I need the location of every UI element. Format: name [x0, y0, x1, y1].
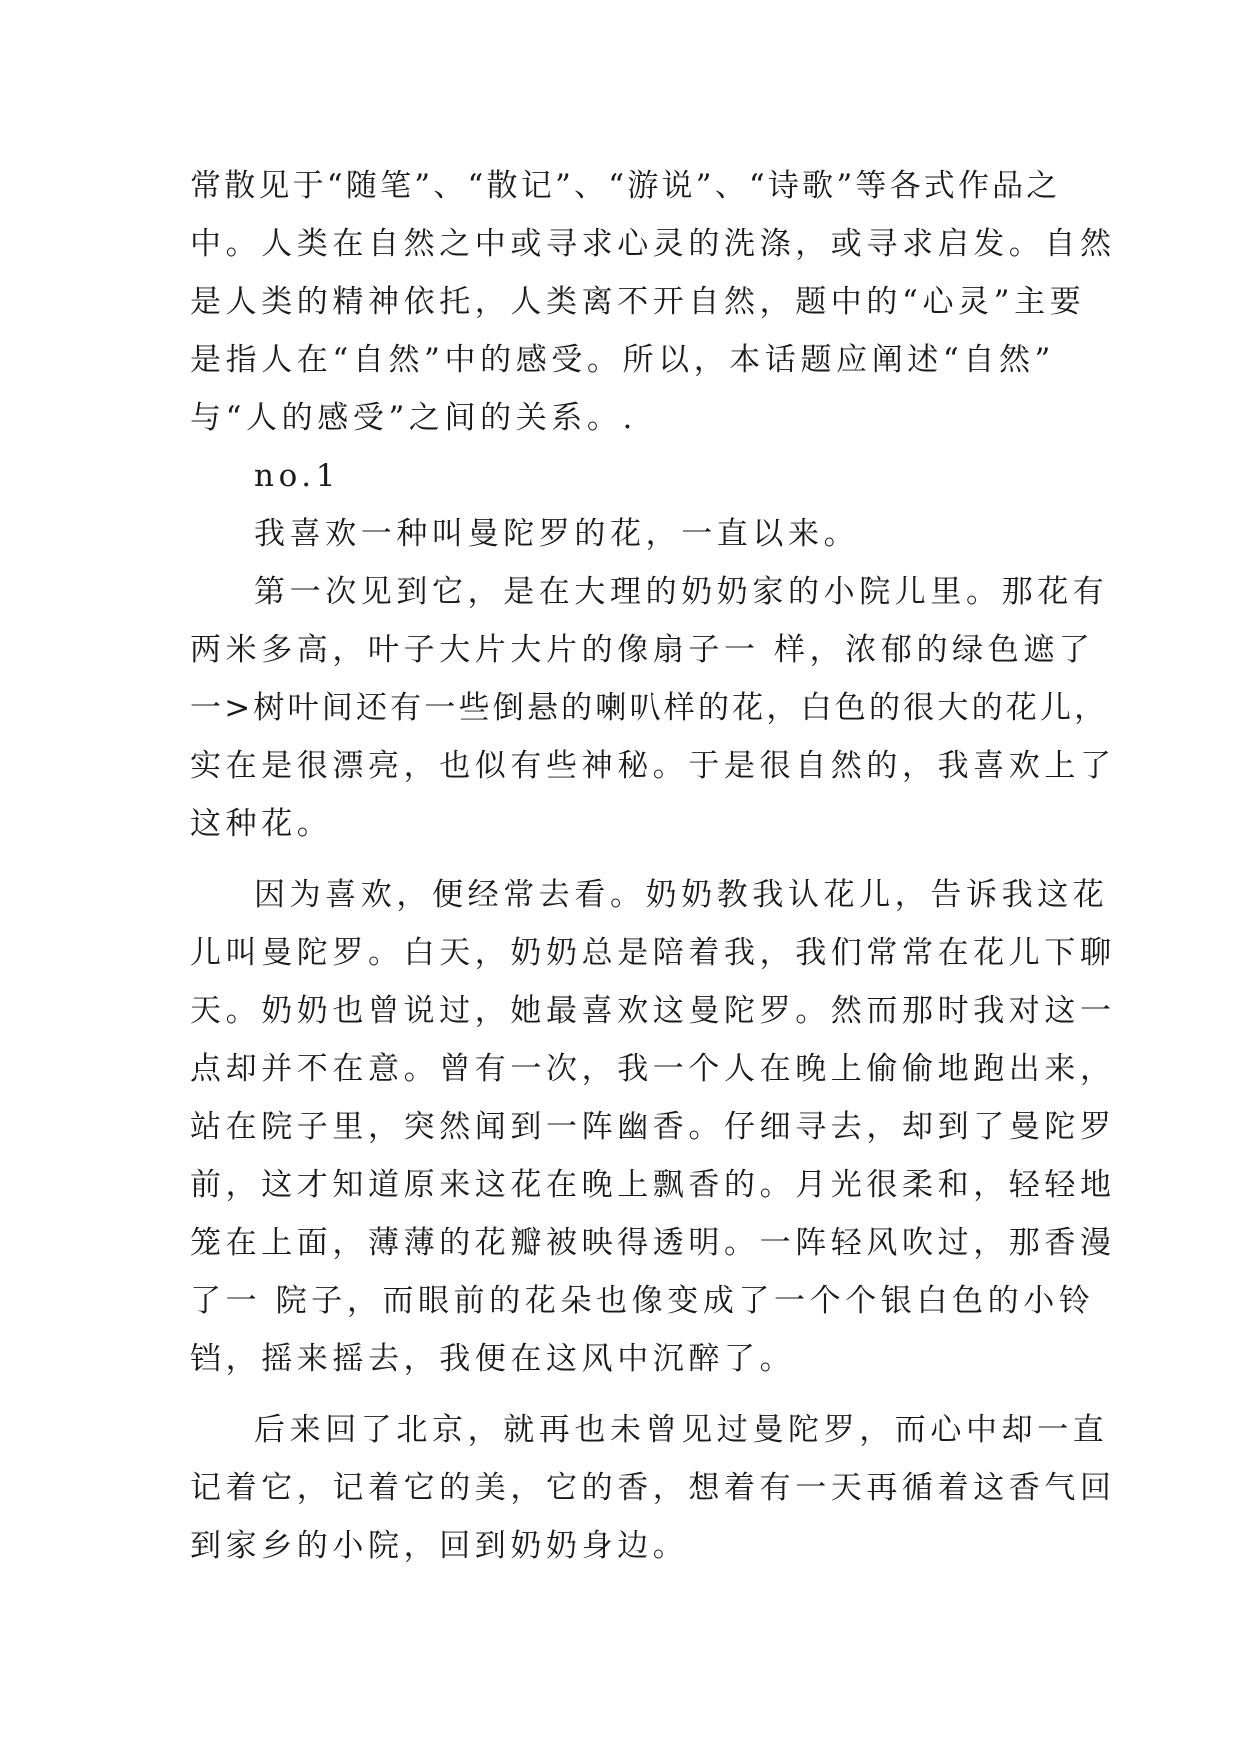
text-line-19: 笼在上面，薄薄的花瓣被映得透明。一阵轻风吹过，那香漫 [190, 1225, 1116, 1261]
text-line-3: 是人类的精神依托，人类离不开自然，题中的“心灵”主要 [190, 284, 1086, 320]
text-line-9: 两米多高，叶子大片大片的像扇子一 样，浓郁的绿色遮了 [190, 632, 1095, 668]
text-line-22: 后来回了北京，就再也未曾见过曼陀罗，而心中却一直 [254, 1412, 1109, 1448]
text-line-10: 一>树叶间还有一些倒悬的喇叭样的花，白色的很大的花儿， [190, 690, 1109, 726]
text-line-23: 记着它，记着它的美，它的香，想着有一天再循着这香气回 [190, 1470, 1116, 1506]
text-line-14: 儿叫曼陀罗。白天，奶奶总是陪着我，我们常常在花儿下聊 [190, 935, 1116, 971]
text-line-17: 站在院子里，突然闻到一阵幽香。仔细寻去，却到了曼陀罗 [190, 1109, 1116, 1145]
text-line-21: 铛，摇来摇去，我便在这风中沉醉了。 [190, 1341, 796, 1377]
text-line-13: 因为喜欢，便经常去看。奶奶教我认花儿，告诉我这花 [254, 877, 1109, 913]
text-line-4: 是指人在“自然”中的感受。所以，本话题应阐述“自然” [190, 342, 1055, 378]
text-line-1: 常散见于“随笔”、“散记”、“游说”、“诗歌”等各式作品之 [190, 168, 1061, 204]
text-line-5: 与“人的感受”之间的关系。. [190, 400, 637, 436]
text-line-12: 这种花。 [190, 806, 333, 842]
text-line-8: 第一次见到它，是在大理的奶奶家的小院儿里。那花有 [254, 574, 1109, 610]
text-line-24: 到家乡的小院，回到奶奶身边。 [190, 1528, 689, 1564]
text-line-2: 中。人类在自然之中或寻求心灵的洗涤，或寻求启发。自然 [190, 226, 1116, 262]
text-line-11: 实在是很漂亮，也似有些神秘。于是很自然的，我喜欢上了 [190, 748, 1116, 784]
section-number: no.1 [254, 458, 341, 494]
text-line-20: 了一 院子，而眼前的花朵也像变成了一个个银白色的小铃 [190, 1283, 1095, 1319]
text-line-18: 前，这才知道原来这花在晚上飘香的。月光很柔和，轻轻地 [190, 1167, 1116, 1203]
text-line-16: 点却并不在意。曾有一次，我一个人在晚上偷偷地跑出来， [190, 1051, 1116, 1087]
text-line-7: 我喜欢一种叫曼陀罗的花，一直以来。 [254, 516, 860, 552]
text-line-15: 天。奶奶也曾说过，她最喜欢这曼陀罗。然而那时我对这一 [190, 993, 1116, 1029]
